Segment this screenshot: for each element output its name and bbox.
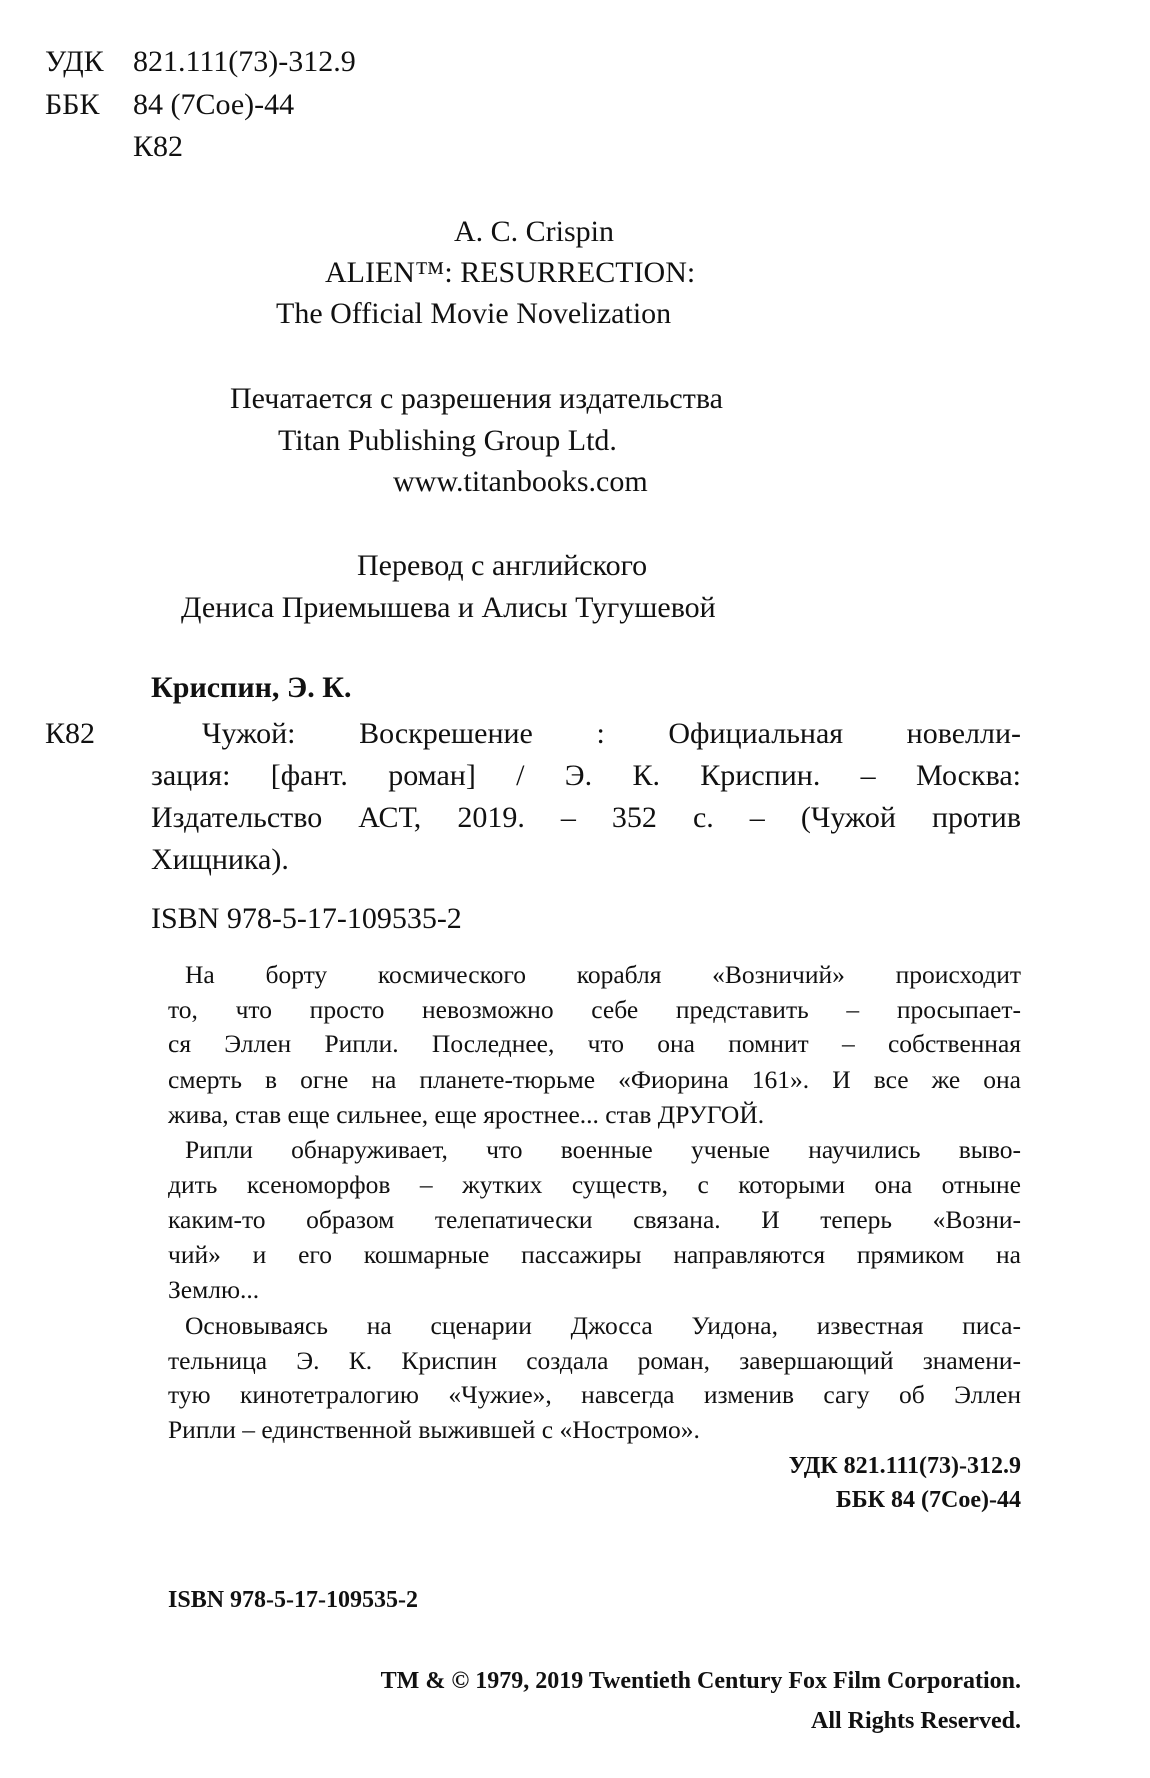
catalog-side-mark: К82 bbox=[45, 717, 96, 750]
summary-line: чий» и его кошмарные пассажиры направляются прямиком на bbox=[168, 1240, 1021, 1269]
summary-line: Рипли – единственной выжившей с «Ностромо». bbox=[168, 1415, 700, 1444]
summary-line: смерть в огне на планете-тюрьме «Фиорина 161». И все же она bbox=[168, 1065, 1021, 1094]
udk-label: УДК bbox=[45, 45, 104, 78]
summary-line: Землю... bbox=[168, 1275, 260, 1304]
catalog-line: Чужой: Воскрешение : Официальная новелли- bbox=[202, 717, 1021, 750]
summary-line: жива, став еще сильнее, еще яростнее... став ДРУГОЙ. bbox=[168, 1100, 765, 1129]
catalog-author-heading: Криспин, Э. К. bbox=[151, 671, 352, 704]
summary-line: то, что просто невозможно себе представить – просыпает- bbox=[168, 995, 1021, 1024]
summary-line: тую кинотетралогию «Чужие», навсегда изменив сагу об Эллен bbox=[168, 1380, 1021, 1409]
catalog-isbn: ISBN 978-5-17-109535-2 bbox=[151, 902, 462, 935]
bbk-value: 84 (7Сое)-44 bbox=[133, 88, 295, 121]
author-mark: К82 bbox=[133, 130, 184, 163]
summary-line: Основываясь на сценарии Джосса Уидона, известная писа- bbox=[185, 1311, 1021, 1340]
footer-isbn: ISBN 978-5-17-109535-2 bbox=[168, 1587, 418, 1613]
catalog-line: зация: [фант. роман] / Э. К. Криспин. – Москва: bbox=[151, 759, 1021, 792]
summary-line: дить ксеноморфов – жутких существ, с которыми она отныне bbox=[168, 1170, 1021, 1199]
footer-udk: УДК 821.111(73)-312.9 bbox=[788, 1453, 1021, 1479]
original-author: A. C. Crispin bbox=[454, 215, 615, 248]
summary-line: Рипли обнаруживает, что военные ученые научились выво- bbox=[185, 1135, 1021, 1164]
catalog-line: Хищника). bbox=[151, 843, 289, 876]
summary-line: каким-то образом телепатически связана. И теперь «Возни- bbox=[168, 1205, 1021, 1234]
original-subtitle: The Official Movie Novelization bbox=[276, 297, 672, 330]
summary-line: тельница Э. К. Криспин создала роман, завершающий знамени- bbox=[168, 1346, 1021, 1375]
original-title: ALIEN™: RESURRECTION: bbox=[325, 256, 696, 289]
publisher-name: Titan Publishing Group Ltd. bbox=[278, 424, 617, 457]
translators: Дениса Приемышева и Алисы Тугушевой bbox=[181, 591, 716, 624]
summary-line: На борту космического корабля «Возничий» происходит bbox=[185, 960, 1021, 989]
publisher-website: www.titanbooks.com bbox=[393, 465, 648, 498]
copyright-notice: TM & © 1979, 2019 Twentieth Century Fox Film Corporation. bbox=[380, 1668, 1021, 1694]
permission-line: Печатается с разрешения издательства bbox=[230, 382, 723, 415]
rights-notice: All Rights Reserved. bbox=[811, 1708, 1021, 1734]
udk-value: 821.111(73)-312.9 bbox=[133, 45, 356, 78]
footer-bbk: ББК 84 (7Сое)-44 bbox=[835, 1487, 1021, 1513]
bbk-label: ББК bbox=[45, 88, 100, 121]
translation-line: Перевод с английского bbox=[357, 549, 648, 582]
summary-line: ся Эллен Рипли. Последнее, что она помнит – собственная bbox=[168, 1029, 1021, 1058]
catalog-line: Издательство АСТ, 2019. – 352 с. – (Чужой против bbox=[151, 801, 1021, 834]
